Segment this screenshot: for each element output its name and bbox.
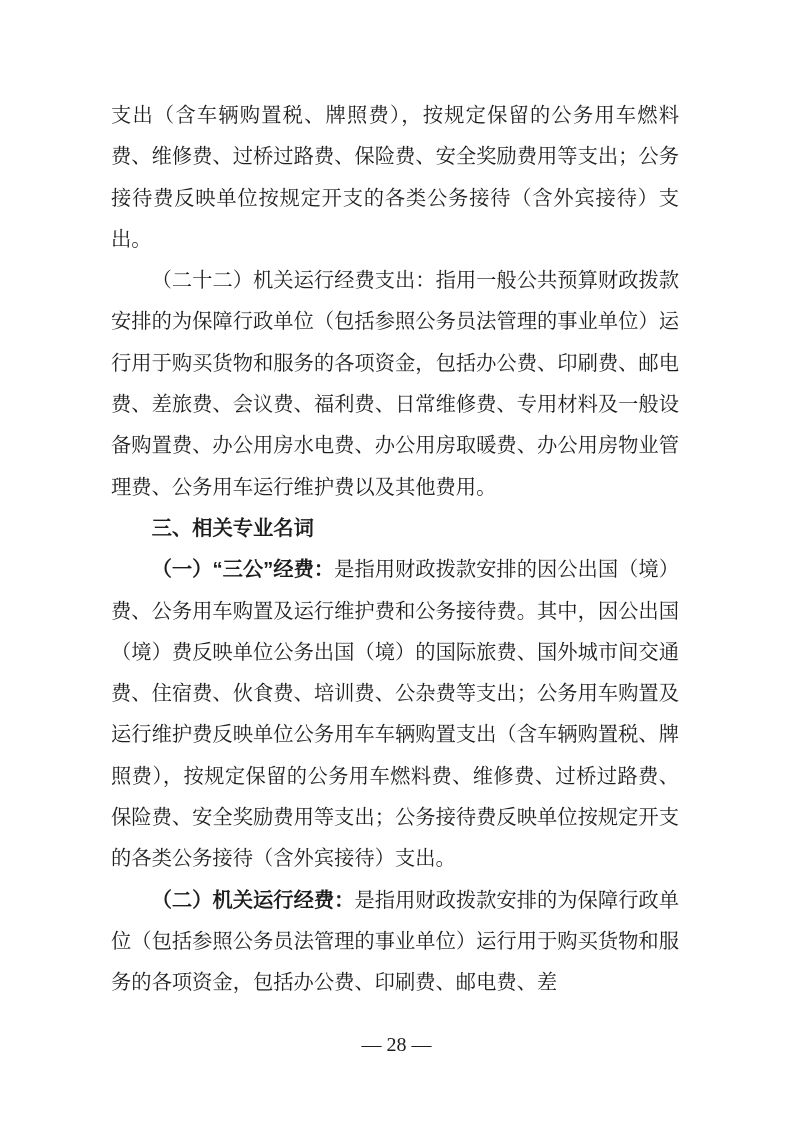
paragraph	[111, 96, 679, 261]
page-number: — 28 —	[361, 1034, 432, 1056]
body-text: 是指用财政拨款安排的因公出国（境）费、公务用车购置及运行维护费和公务接待费。其中，因公出国（境）费反映单位公务出国（境）的国际旅费、国外城市间交通费、住宿费、伙食费、培训费、公杂费等支出；公务用车购置及运行维护费反映单位公务用车车辆购置支出（含车辆购置税、牌照费），按规定保留的公务用车燃料费、维修费、过桥过路费、保险费、安全奖励费用等支出；公务接待费反映单位按规定开支的各类公务接待（含外宾接待）支出。	[111, 559, 679, 871]
body-text: 支出（含车辆购置税、牌照费），按规定保留的公务用车燃料费、维修费、过桥过路费、保险费、安全奖励费用等支出；公务接待费反映单位按规定开支的各类公务接待（含外宾接待）支出。	[111, 105, 679, 251]
paragraph	[111, 550, 679, 880]
paragraph	[111, 881, 679, 1005]
bold-term: 三、相关专业名词	[151, 517, 314, 540]
bold-term: （一）“三公”经费：	[151, 559, 335, 582]
document-body	[111, 96, 679, 1005]
bold-term: （二）机关运行经费：	[151, 889, 355, 912]
paragraph	[111, 261, 679, 509]
body-text: 是指用财政拨款安排的为保障行政单位（包括参照公务员法管理的事业单位）运行用于购买货物和服务的各项资金，包括办公费、印刷费、邮电费、差	[111, 889, 679, 995]
body-text: （二十二）机关运行经费支出：指用一般公共预算财政拨款安排的为保障行政单位（包括参照公务员法管理的事业单位）运行用于购买货物和服务的各项资金，包括办公费、印刷费、邮电费、差旅费、会议费、福利费、日常维修费、专用材料及一般设备购置费、办公用房水电费、办公用房取暖费、办公用房物业管理费、公务用车运行维护费以及其他费用。	[111, 270, 679, 499]
section-heading	[111, 509, 679, 550]
